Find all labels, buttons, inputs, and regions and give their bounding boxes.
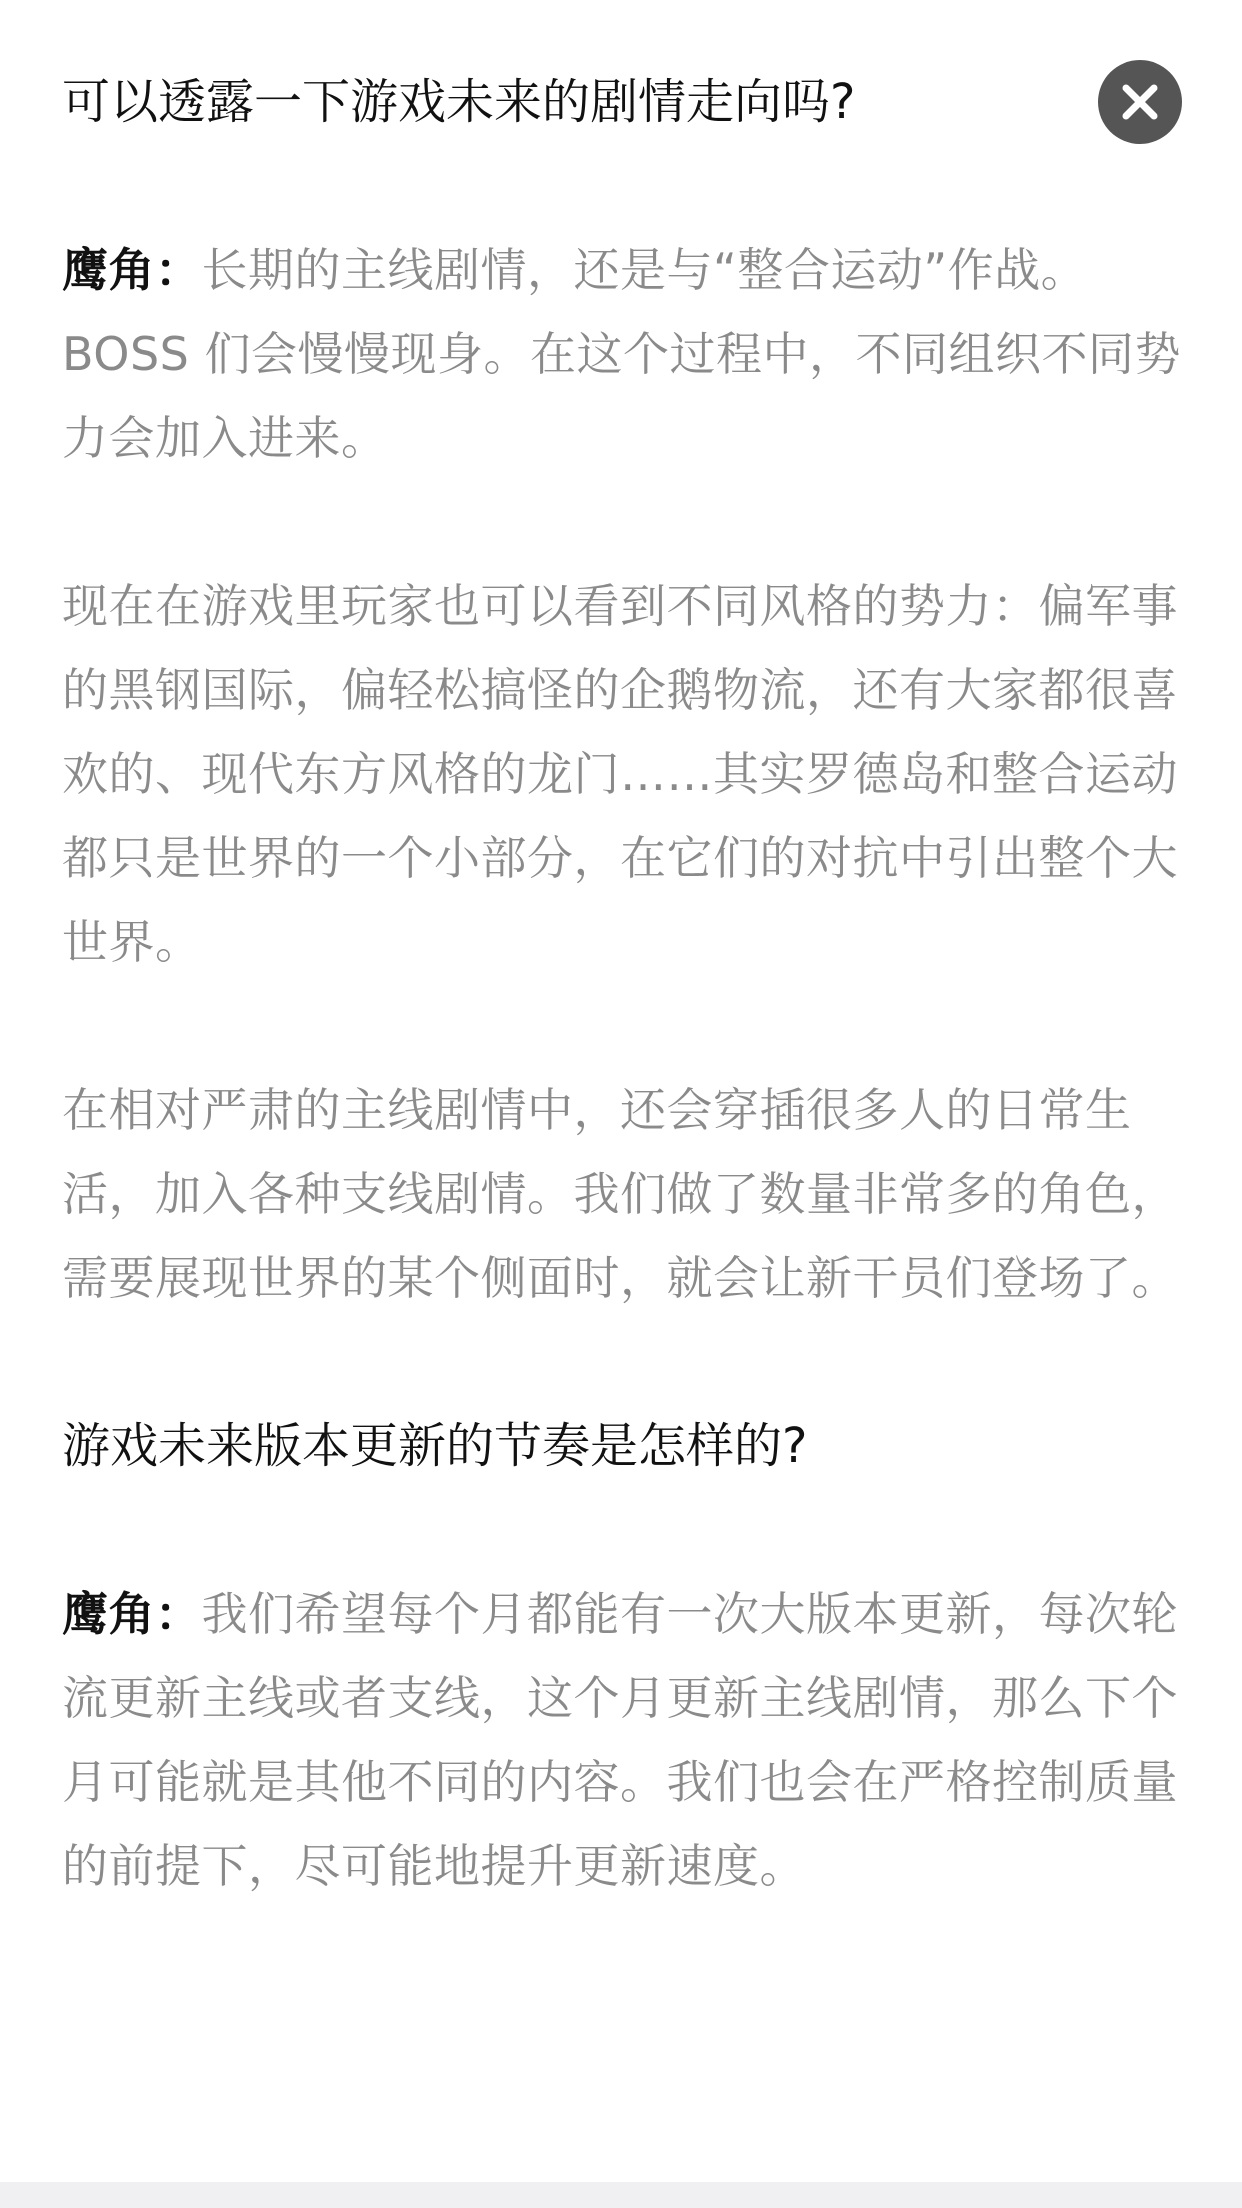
spacer (62, 1488, 1182, 1572)
speaker-label: 鹰角： (62, 243, 202, 297)
spacer (62, 480, 1182, 564)
close-button[interactable] (1098, 60, 1182, 144)
answer-paragraph: 在相对严肃的主线剧情中，还会穿插很多人的日常生活，加入各种支线剧情。我们做了数量非常多的角色，需要展现世界的某个侧面时，就会让新干员们登场了。 (62, 1083, 1178, 1305)
answer-paragraph: 现在在游戏里玩家也可以看到不同风格的势力：偏军事的黑钢国际，偏轻松搞怪的企鹅物流，还有大家都很喜欢的、现代东方风格的龙门……其实罗德岛和整合运动都只是世界的一个小部分，在它们的对抗中引出整个大世界。 (62, 579, 1178, 969)
answer-paragraph (62, 228, 1182, 480)
spacer (62, 984, 1182, 1068)
answer-text: 我们希望每个月都能有一次大版本更新，每次轮流更新主线或者支线，这个月更新主线剧情，那么下个月可能就是其他不同的内容。我们也会在严格控制质量的前提下，尽可能地提升更新速度。 (62, 1587, 1178, 1893)
article-content (62, 60, 1182, 1908)
close-icon (1121, 83, 1159, 121)
question-heading: 可以透露一下游戏未来的剧情走向吗? (62, 74, 856, 130)
spacer (62, 1320, 1182, 1404)
bottom-bar (0, 2182, 1242, 2208)
spacer (62, 144, 1182, 228)
speaker-label: 鹰角： (62, 1587, 202, 1641)
answer-paragraph (62, 1572, 1182, 1908)
answer-text: 长期的主线剧情，还是与“整合运动”作战。BOSS 们会慢慢现身。在这个过程中，不同组织不同势力会加入进来。 (62, 243, 1181, 465)
question-heading: 游戏未来版本更新的节奏是怎样的? (62, 1418, 808, 1474)
